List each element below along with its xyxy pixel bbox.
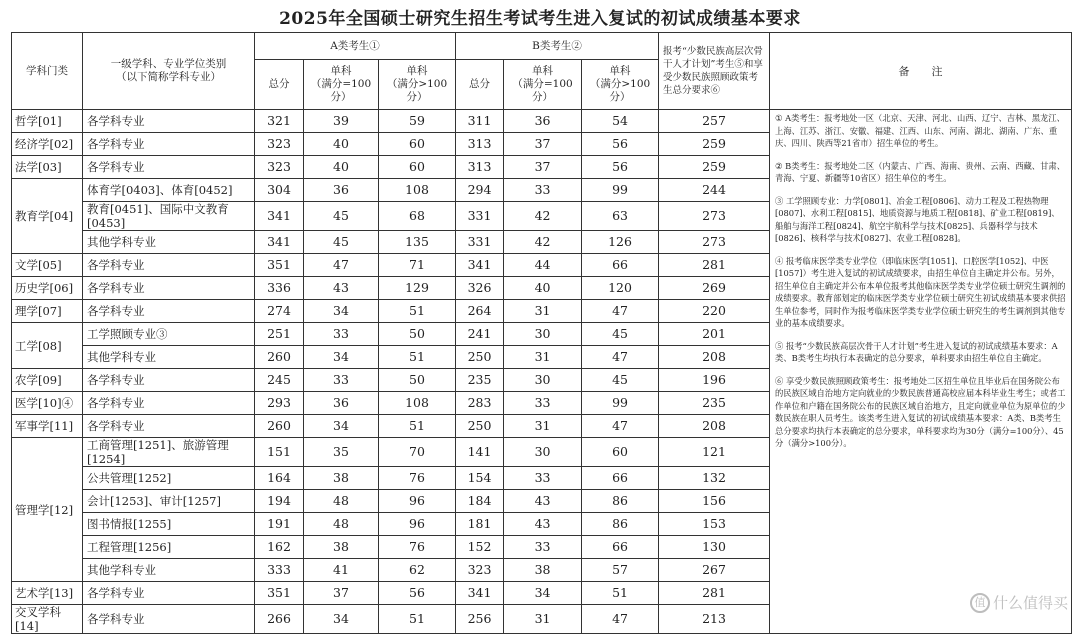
a-total-cell: 323 xyxy=(255,133,304,156)
b-single-100-cell: 43 xyxy=(504,490,582,513)
header-b-single-gt100-line2: （满分>100分） xyxy=(589,78,651,103)
a-single-100-cell: 34 xyxy=(304,300,379,323)
b-single-100-cell: 43 xyxy=(504,513,582,536)
category-cell: 各学科专业 xyxy=(83,392,255,415)
remark-note: ⑤ 报考“少数民族高层次骨干人才计划”考生进入复试的初试成绩基本要求：A类、B类考生均执行本表确定的总分要求，单科要求由招生单位自主确定。 xyxy=(775,340,1058,363)
a-single-100-cell: 39 xyxy=(304,110,379,133)
b-single-gt100-cell: 66 xyxy=(582,467,659,490)
category-cell: 各学科专业 xyxy=(83,605,255,634)
b-single-100-cell: 30 xyxy=(504,438,582,467)
b-single-100-cell: 33 xyxy=(504,392,582,415)
b-total-cell: 313 xyxy=(456,133,504,156)
header-b-single-gt100-line1: 单科 xyxy=(609,65,631,77)
watermark xyxy=(970,592,1068,614)
a-single-gt100-cell: 135 xyxy=(379,231,456,254)
header-a-single-gt100 xyxy=(379,60,456,110)
header-group-b: B类考生② xyxy=(456,33,659,60)
a-total-cell: 321 xyxy=(255,110,304,133)
a-total-cell: 336 xyxy=(255,277,304,300)
b-single-100-cell: 30 xyxy=(504,323,582,346)
score-table xyxy=(11,32,1072,634)
header-group-a: A类考生① xyxy=(255,33,456,60)
a-single-gt100-cell: 56 xyxy=(379,582,456,605)
a-single-gt100-cell: 108 xyxy=(379,179,456,202)
a-single-100-cell: 45 xyxy=(304,231,379,254)
b-total-cell: 323 xyxy=(456,559,504,582)
category-cell: 体育学[0403]、体育[0452] xyxy=(83,179,255,202)
a-single-100-cell: 41 xyxy=(304,559,379,582)
discipline-cell: 医学[10]④ xyxy=(12,392,83,415)
b-total-cell: 154 xyxy=(456,467,504,490)
table-row xyxy=(12,110,1072,133)
a-single-100-cell: 48 xyxy=(304,513,379,536)
b-total-cell: 250 xyxy=(456,415,504,438)
category-cell: 各学科专业 xyxy=(83,133,255,156)
discipline-cell: 管理学[12] xyxy=(12,438,83,582)
discipline-cell: 农学[09] xyxy=(12,369,83,392)
a-single-100-cell: 40 xyxy=(304,156,379,179)
minority-total-cell: 257 xyxy=(659,110,770,133)
header-minority: 报考“少数民族高层次骨干人才计划”考生⑤和享受少数民族照顾政策考生总分要求⑥ xyxy=(659,33,770,110)
a-total-cell: 260 xyxy=(255,346,304,369)
header-discipline: 学科门类 xyxy=(12,33,83,110)
remark-note: ② B类考生：报考地处二区（内蒙古、广西、海南、贵州、云南、西藏、甘肃、青海、宁夏、新疆等10省区）招生单位的考生。 xyxy=(775,160,1065,183)
b-total-cell: 283 xyxy=(456,392,504,415)
minority-total-cell: 267 xyxy=(659,559,770,582)
watermark-text: 什么值得买 xyxy=(992,593,1068,612)
minority-total-cell: 281 xyxy=(659,582,770,605)
a-single-gt100-cell: 51 xyxy=(379,415,456,438)
b-total-cell: 152 xyxy=(456,536,504,559)
b-total-cell: 250 xyxy=(456,346,504,369)
minority-total-cell: 130 xyxy=(659,536,770,559)
b-single-gt100-cell: 126 xyxy=(582,231,659,254)
header-b-single-100-line2: （满分=100分） xyxy=(512,78,573,103)
a-single-100-cell: 34 xyxy=(304,605,379,634)
b-total-cell: 184 xyxy=(456,490,504,513)
a-total-cell: 304 xyxy=(255,179,304,202)
minority-total-cell: 220 xyxy=(659,300,770,323)
minority-total-cell: 235 xyxy=(659,392,770,415)
a-total-cell: 260 xyxy=(255,415,304,438)
minority-total-cell: 196 xyxy=(659,369,770,392)
b-single-100-cell: 44 xyxy=(504,254,582,277)
a-total-cell: 266 xyxy=(255,605,304,634)
category-cell: 各学科专业 xyxy=(83,156,255,179)
category-cell: 各学科专业 xyxy=(83,254,255,277)
b-single-100-cell: 36 xyxy=(504,110,582,133)
a-single-100-cell: 37 xyxy=(304,582,379,605)
b-single-gt100-cell: 56 xyxy=(582,133,659,156)
minority-total-cell: 273 xyxy=(659,202,770,231)
a-single-gt100-cell: 108 xyxy=(379,392,456,415)
minority-total-cell: 281 xyxy=(659,254,770,277)
remarks-cell xyxy=(770,110,1072,634)
b-single-gt100-cell: 45 xyxy=(582,369,659,392)
b-total-cell: 311 xyxy=(456,110,504,133)
b-single-gt100-cell: 63 xyxy=(582,202,659,231)
category-cell: 各学科专业 xyxy=(83,369,255,392)
b-single-gt100-cell: 120 xyxy=(582,277,659,300)
a-total-cell: 341 xyxy=(255,202,304,231)
a-single-100-cell: 38 xyxy=(304,536,379,559)
minority-total-cell: 259 xyxy=(659,156,770,179)
a-single-gt100-cell: 59 xyxy=(379,110,456,133)
b-total-cell: 181 xyxy=(456,513,504,536)
b-single-gt100-cell: 51 xyxy=(582,582,659,605)
minority-total-cell: 259 xyxy=(659,133,770,156)
remark-note: ① A类考生：报考地处一区（北京、天津、河北、山西、辽宁、吉林、黑龙江、上海、江苏、浙江、安徽、福建、江西、山东、河南、湖北、湖南、广东、重庆、四川、陕西等21省市）招生单位的考生。 xyxy=(775,113,1065,148)
b-single-gt100-cell: 47 xyxy=(582,300,659,323)
b-total-cell: 341 xyxy=(456,582,504,605)
discipline-cell: 艺术学[13] xyxy=(12,582,83,605)
b-total-cell: 141 xyxy=(456,438,504,467)
category-cell: 各学科专业 xyxy=(83,582,255,605)
header-category xyxy=(83,33,255,110)
b-single-gt100-cell: 99 xyxy=(582,392,659,415)
category-cell: 各学科专业 xyxy=(83,277,255,300)
category-cell: 公共管理[1252] xyxy=(83,467,255,490)
b-single-gt100-cell: 86 xyxy=(582,490,659,513)
a-total-cell: 162 xyxy=(255,536,304,559)
b-total-cell: 326 xyxy=(456,277,504,300)
a-single-gt100-cell: 96 xyxy=(379,513,456,536)
header-a-single-100-line1: 单科 xyxy=(330,65,352,77)
category-cell: 会计[1253]、审计[1257] xyxy=(83,490,255,513)
a-single-100-cell: 48 xyxy=(304,490,379,513)
b-single-gt100-cell: 47 xyxy=(582,415,659,438)
b-single-100-cell: 33 xyxy=(504,536,582,559)
b-total-cell: 331 xyxy=(456,231,504,254)
b-single-gt100-cell: 57 xyxy=(582,559,659,582)
b-single-gt100-cell: 60 xyxy=(582,438,659,467)
page-title: 2025年全国硕士研究生招生考试考生进入复试的初试成绩基本要求 xyxy=(279,9,801,29)
a-single-gt100-cell: 51 xyxy=(379,346,456,369)
header-a-single-100-line2: （满分=100分） xyxy=(310,78,372,103)
a-single-gt100-cell: 51 xyxy=(379,300,456,323)
a-single-100-cell: 33 xyxy=(304,323,379,346)
discipline-cell: 历史学[06] xyxy=(12,277,83,300)
minority-total-cell: 153 xyxy=(659,513,770,536)
category-cell: 图书情报[1255] xyxy=(83,513,255,536)
discipline-cell: 工学[08] xyxy=(12,323,83,369)
a-single-100-cell: 34 xyxy=(304,415,379,438)
remark-note: ③ 工学照顾专业：力学[0801]、冶金工程[0806]、动力工程及工程热物理[0807]、水利工程[0815]、地质资源与地质工程[0818]、矿业工程[0819]、船舶与海洋工程[0824]、航空宇航科学与技术[0825]、兵器科学与技术[0826]、核科学与技术[0827]、农业工程[0828]。 xyxy=(775,195,1060,243)
b-total-cell: 341 xyxy=(456,254,504,277)
b-single-100-cell: 31 xyxy=(504,415,582,438)
a-single-100-cell: 36 xyxy=(304,179,379,202)
minority-total-cell: 201 xyxy=(659,323,770,346)
a-single-gt100-cell: 129 xyxy=(379,277,456,300)
category-cell: 各学科专业 xyxy=(83,110,255,133)
category-cell: 工学照顾专业③ xyxy=(83,323,255,346)
discipline-cell: 理学[07] xyxy=(12,300,83,323)
a-single-100-cell: 36 xyxy=(304,392,379,415)
discipline-cell: 经济学[02] xyxy=(12,133,83,156)
header-a-single-gt100-line1: 单科 xyxy=(406,65,428,77)
zhi-icon: 值 xyxy=(970,593,990,613)
b-single-100-cell: 31 xyxy=(504,300,582,323)
minority-total-cell: 213 xyxy=(659,605,770,634)
a-single-gt100-cell: 76 xyxy=(379,467,456,490)
discipline-cell: 文学[05] xyxy=(12,254,83,277)
a-total-cell: 245 xyxy=(255,369,304,392)
a-single-100-cell: 45 xyxy=(304,202,379,231)
header-a-single-100 xyxy=(304,60,379,110)
a-single-gt100-cell: 68 xyxy=(379,202,456,231)
b-single-100-cell: 30 xyxy=(504,369,582,392)
a-single-gt100-cell: 50 xyxy=(379,369,456,392)
a-single-100-cell: 40 xyxy=(304,133,379,156)
b-total-cell: 241 xyxy=(456,323,504,346)
category-cell: 工商管理[1251]、旅游管理[1254] xyxy=(83,438,255,467)
a-single-gt100-cell: 62 xyxy=(379,559,456,582)
a-total-cell: 151 xyxy=(255,438,304,467)
b-single-100-cell: 34 xyxy=(504,582,582,605)
b-total-cell: 294 xyxy=(456,179,504,202)
minority-total-cell: 132 xyxy=(659,467,770,490)
a-single-gt100-cell: 96 xyxy=(379,490,456,513)
b-single-gt100-cell: 66 xyxy=(582,536,659,559)
a-total-cell: 333 xyxy=(255,559,304,582)
b-single-100-cell: 37 xyxy=(504,133,582,156)
b-single-100-cell: 33 xyxy=(504,467,582,490)
b-single-100-cell: 31 xyxy=(504,605,582,634)
b-single-gt100-cell: 47 xyxy=(582,605,659,634)
a-single-gt100-cell: 76 xyxy=(379,536,456,559)
category-cell: 教育[0451]、国际中文教育[0453] xyxy=(83,202,255,231)
b-single-100-cell: 31 xyxy=(504,346,582,369)
b-total-cell: 235 xyxy=(456,369,504,392)
b-single-100-cell: 40 xyxy=(504,277,582,300)
a-single-100-cell: 35 xyxy=(304,438,379,467)
remark-note: ⑥ 享受少数民族照顾政策考生：报考地处二区招生单位且毕业后在国务院公布的民族区域自治地方定向就业的少数民族普通高校应届本科毕业生考生；或者工作单位和户籍在国务院公布的民族区域自治地方，且定向就业单位为原单位的少数民族在职人员考生。该类考生进入复试的初试成绩基本要求：A类、B类考生总分要求均执行本表确定的总分要求，单科要求均为30分（满分=100分）、45分（满分>100分）。 xyxy=(775,375,1066,448)
a-total-cell: 274 xyxy=(255,300,304,323)
b-total-cell: 331 xyxy=(456,202,504,231)
header-category-line1: 一级学科、专业学位类别 xyxy=(110,58,227,70)
a-single-gt100-cell: 60 xyxy=(379,156,456,179)
a-single-100-cell: 43 xyxy=(304,277,379,300)
discipline-cell: 哲学[01] xyxy=(12,110,83,133)
header-category-line2: （以下简称学科专业） xyxy=(116,71,221,83)
header-b-single-100-line1: 单科 xyxy=(532,65,554,77)
b-single-gt100-cell: 56 xyxy=(582,156,659,179)
header-b-total: 总分 xyxy=(456,60,504,110)
discipline-cell: 交叉学科[14] xyxy=(12,605,83,634)
minority-total-cell: 244 xyxy=(659,179,770,202)
minority-total-cell: 208 xyxy=(659,415,770,438)
b-single-gt100-cell: 45 xyxy=(582,323,659,346)
a-single-100-cell: 33 xyxy=(304,369,379,392)
b-single-gt100-cell: 54 xyxy=(582,110,659,133)
a-single-gt100-cell: 51 xyxy=(379,605,456,634)
b-single-100-cell: 42 xyxy=(504,202,582,231)
b-single-100-cell: 42 xyxy=(504,231,582,254)
a-total-cell: 323 xyxy=(255,156,304,179)
a-total-cell: 341 xyxy=(255,231,304,254)
a-single-gt100-cell: 50 xyxy=(379,323,456,346)
minority-total-cell: 273 xyxy=(659,231,770,254)
minority-total-cell: 121 xyxy=(659,438,770,467)
category-cell: 其他学科专业 xyxy=(83,346,255,369)
minority-total-cell: 208 xyxy=(659,346,770,369)
a-total-cell: 164 xyxy=(255,467,304,490)
header-a-single-gt100-line2: （满分>100分） xyxy=(386,78,448,103)
b-single-100-cell: 33 xyxy=(504,179,582,202)
b-total-cell: 256 xyxy=(456,605,504,634)
discipline-cell: 法学[03] xyxy=(12,156,83,179)
b-single-gt100-cell: 66 xyxy=(582,254,659,277)
discipline-cell: 教育学[04] xyxy=(12,179,83,254)
a-single-gt100-cell: 71 xyxy=(379,254,456,277)
category-cell: 各学科专业 xyxy=(83,415,255,438)
b-total-cell: 264 xyxy=(456,300,504,323)
b-single-100-cell: 37 xyxy=(504,156,582,179)
b-total-cell: 313 xyxy=(456,156,504,179)
a-single-100-cell: 38 xyxy=(304,467,379,490)
a-single-100-cell: 34 xyxy=(304,346,379,369)
b-single-gt100-cell: 47 xyxy=(582,346,659,369)
category-cell: 其他学科专业 xyxy=(83,231,255,254)
a-total-cell: 351 xyxy=(255,254,304,277)
header-b-single-gt100 xyxy=(582,60,659,110)
category-cell: 其他学科专业 xyxy=(83,559,255,582)
a-total-cell: 293 xyxy=(255,392,304,415)
a-total-cell: 251 xyxy=(255,323,304,346)
b-single-gt100-cell: 99 xyxy=(582,179,659,202)
discipline-cell: 军事学[11] xyxy=(12,415,83,438)
b-single-gt100-cell: 86 xyxy=(582,513,659,536)
header-a-total: 总分 xyxy=(255,60,304,110)
header-b-single-100 xyxy=(504,60,582,110)
minority-total-cell: 156 xyxy=(659,490,770,513)
a-total-cell: 191 xyxy=(255,513,304,536)
remark-note: ④ 报考临床医学类专业学位（即临床医学[1051]、口腔医学[1052]、中医[1057]）考生进入复试的初试成绩要求，由招生单位自主确定并公布。另外，招生单位自主确定并公布本单位报考其他临床医学类专业学位硕士研究生调剂的成绩要求。教育部划定的临床医学类专业学位硕士研究生初试成绩基本要求供招生单位参考，同时作为报考临床医学类专业学位硕士研究生的考生调剂到其他专业的基本成绩要求。 xyxy=(775,255,1066,328)
a-total-cell: 351 xyxy=(255,582,304,605)
a-single-100-cell: 47 xyxy=(304,254,379,277)
header-remarks: 备 注 xyxy=(770,33,1072,110)
a-single-gt100-cell: 60 xyxy=(379,133,456,156)
minority-total-cell: 269 xyxy=(659,277,770,300)
a-single-gt100-cell: 70 xyxy=(379,438,456,467)
category-cell: 工程管理[1256] xyxy=(83,536,255,559)
a-total-cell: 194 xyxy=(255,490,304,513)
b-single-100-cell: 38 xyxy=(504,559,582,582)
category-cell: 各学科专业 xyxy=(83,300,255,323)
